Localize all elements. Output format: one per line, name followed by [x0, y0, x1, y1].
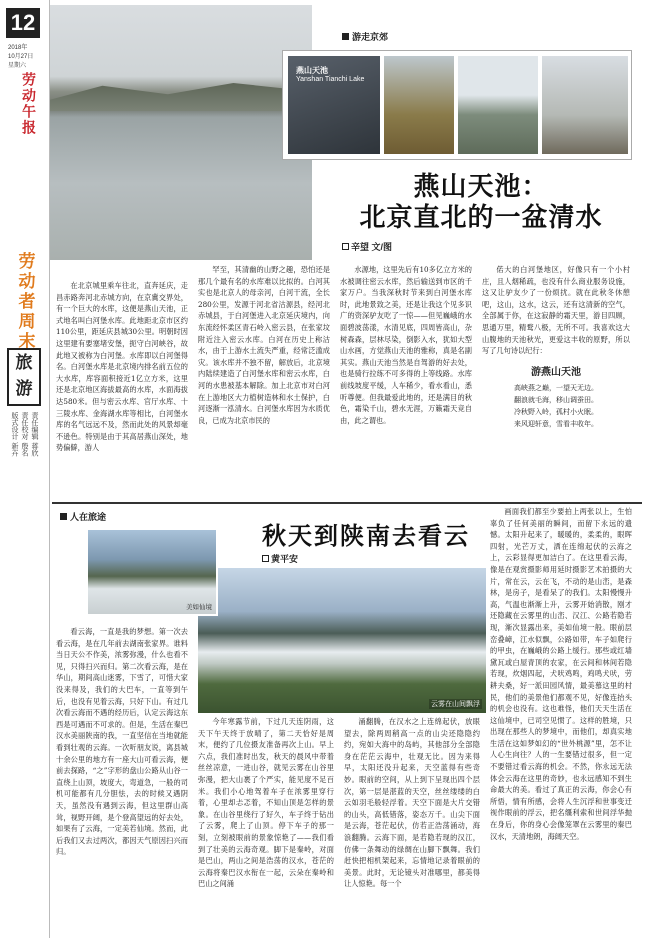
article2-kicker: 人在旅途: [60, 510, 106, 523]
poem-title: 游燕山天池: [531, 366, 581, 378]
article1-title: [322, 172, 640, 234]
section-divider: [52, 502, 642, 504]
photo-caption-small: 美如仙境: [186, 604, 212, 611]
staff-credit-editor: 责任编辑 蒋欣: [31, 412, 39, 457]
issue-weekday: 星期六: [8, 63, 27, 69]
section-name-weekend: 劳动者周末: [18, 252, 36, 351]
poem: [482, 382, 630, 430]
article1-column-2: 罕至，其清幽的山野之趣，恐怕还是那几个最有名的水库难以比拟的。白河其实也是北京人的母亲河，白河干流，全长280公里，发源于河北省沽源县，经河北赤城县，于白河堡进入北京延庆境内，向东流经怀柔区青石岭入密云县，在张家坟附近注入密云水库。白河在历史上称沽水，由于上游水土流失严重，经常泛滥成灾。该水库并不独不留，解放后，北京境内陆续建造了白河堡水库和密云水库，白河的水患被基本解除。加上北京市对白河在上游地区大力植树造林和水土保护，白河逐渐一泓清水。白河堡水库因为水质优良，已成为北京市民的: [198, 265, 330, 425]
issue-date: 10月27日: [8, 54, 34, 60]
sea-of-clouds-photo: [198, 568, 486, 713]
poem-line: 冷秋野入岭，孤村小火眠。: [514, 407, 598, 416]
poem-line: 高峡燕之巅，一望天无边。: [514, 383, 598, 392]
issue-year: 2018年: [8, 45, 28, 51]
photo-caption: 云雾在山间飘浮: [431, 701, 480, 708]
article1-column-1: 在北京城里乘车往北，直奔延庆，走昌赤路奔河北赤城方向，在京冀交界处，有一个巨大的水库，这便是燕山天池，正式地名叫白河堡水库。此地距北京市区约110公里，距延庆县城30公里。明朝时因这里建有要塞堵安堡，扼守白河峡谷，故此地又被称为白河堡。水库即以白河堡得名。白河堡水库是北京境内排名前五位的大水库，库容面积接近1亿立方米，这里还是北京地区海拔最高的水库，水面海拔达580米。但与密云水库、官厅水库、十三陵水库、金海湖水库等相比，白河堡水库的名气远远不及，然而此处的风景却毫不逊色。特别是由于其高居燕山深处，地势偏僻，游人: [56, 281, 188, 453]
article1-title-line1: 燕山天池：: [413, 172, 549, 202]
lake-photo: [50, 5, 312, 260]
article1-title-line2: 北京直北的一盆清水: [359, 203, 603, 233]
photo-strip: [282, 50, 632, 160]
section-name-travel: 旅游: [7, 348, 41, 406]
staff-credit-proofread: 责任校对 殷名: [21, 412, 29, 457]
section-strip: [0, 0, 50, 938]
article2-column-2: 今年寒露节前，下过几天连阴雨，这天下午天终于放晴了，第二天恰好是周末，便约了几位摄友准备再次上山。早上六点，我们准时出发，秋天的晨风中带着丝丝凉意，一进山谷，就见云雾在山谷里弥漫，把大山裹了个严实，能见度不足百米。我们小心地驾着车子在浓雾里穿行着，心里却忐忑着，不知山顶是怎样的景象。在山谷里绕行了好久，车子终于钻出了云雾，爬上了山顶。停下车子的那一刻，立刻被眼前的景象惊艳了——我们看到了壮美的云海奇观。脚下是秦岭，对面是巴山，两山之间是浩荡的汉水，苍茫的云海将秦巴汉水衔在一起，云朵在秦岭和巴山之间涌: [198, 717, 334, 889]
page-number: 12: [6, 8, 40, 38]
newspaper-masthead: 劳动午报: [20, 72, 36, 136]
staff-credit-design: 版式设计 新卉: [11, 412, 19, 457]
article1-byline: 辛望 文/图: [342, 240, 392, 253]
article2-title: 秋天到陕南去看云: [262, 522, 470, 550]
article2-column-3: 涌翻腾，在汉水之上连绵起伏，放眼望去，除两周稍高一点的山尖还隐隐约约，宛如大海中的岛屿，其他部分全部隐身在茫茫云海中，壮观无比。因为来得早，太阳还没升起来，天空蓝得有些奇妙。眼前的空间，从上到下呈现出四个层次，第一层是湛蓝的天空，丝丝缕缕的白云如羽毛般轻浮着。天空下面是大片交错的山头，高低错落，姿态万千。山尖下面是云海，苍茫起伏，仿若正浩荡涌动，海浪翻腾。云海下面，是若隐若现的汉江，仿佛一条舞动的绿绸在山脚下飘舞。我们赶快把相机架起来，忘情地记录着眼前的美景。此时，无论镜头对准哪里，都美得让人惊艳。每一个: [344, 717, 480, 889]
sign-text: Yanshan Tianchi Lake: [296, 76, 365, 83]
mountain-photo: [458, 56, 538, 154]
poem-line: 翻浪就毛海，移山调蚕田。: [514, 395, 598, 404]
autumn-tree-photo: [384, 56, 454, 154]
article1-kicker: 游走京郊: [342, 30, 388, 43]
article2-byline: 黄平安: [262, 552, 298, 565]
article1-column-4: 偌大的白河堡地区，好像只有一个小村庄，且人烟稀疏，也没有什么商业服务设施，这又让驴友少了一份烦扰。就在此秋冬休憩吧，这山，这水，这云，还有这清新的空气，全部属于你，在这寂静的霜天里，游目四顾，思通万里，精鹜八极，无所不可。我喜欢这大山腹地的天池秋光，更爱这丰收的原野，所以写了几句诗以纪行： 游燕山天池 高峡燕之巅，一望天无边。 翻浪就毛海，移山调蚕田。 冷秋野入岭，孤村小火眠。 来风迎轩意，雪看丰收年。: [482, 265, 630, 428]
poem-line: 来风迎轩意，雪看丰收年。: [514, 419, 598, 428]
sign-photo: [288, 56, 380, 154]
article2-column-1: 看云海，一直是我的梦想。第一次去看云海，是在几年前去湖南张家界。谁料当日天公不作美，浓雾弥漫，什么也看不见，只得扫兴而归。第二次看云海，是在华山，期间高山迷雾，下雪了，可惜大家没来得及，我们的大巴车，一直等到午后，也没有见着云海，只好下山。有过几次看云海而不遇的经历后，认定云海这东西是可遇而不可求的。但是，生活在秦巴汉水美丽陕南的我，一直坚信在当地就能看到壮观的云海。一次听朋友说，离县城十余公里的地方有一座大山可看云海，便前去探路，“之”字形的盘山公路从山谷一直绕上山顶，坡度大，弯道急，一般的司机可能都有几分胆怯，去的时候又遇阴天，虽然没有遇到云海，但这里群山高耸，视野开阔，是个登高望远的好去处，如果有了云海，一定美若仙境。然而，此后我们又去过两次，都因天气原因扫兴而归。: [56, 627, 188, 857]
article2-column-4: 画面我们都至少要拍上两张以上，生怕辜负了任何美丽的瞬间，而留下永远的遗憾。太阳升起来了，暖暖的，柔柔的，眼晖四射，光芒万丈，洒在连绵起伏的云海之上，云彩显得更加洁白了。在这里看云海，像是在观赏摄影师用延时摄影艺术拍摄的大片，常在云，云在飞，不动的是山峦，是森林，是房子，是看呆了的我们。太阳慢慢升高，气温也渐渐上升，云雾开始消散，刚才还隐藏在云雾里的山峦、汉江、公路若隐若现，渐次显露出来，美如仙境一般。眼前层峦叠嶂，江水似飘，公路如带，车子如爬行的甲虫，在巍峨的公路上缓行。那些或红墙黛瓦或白屋青顶的农家，在云间和林间若隐若现，炊烟四起，犬吠鸡鸣，鸡鸣犬吠，劳耕夫桑，好一派田园风情，最美慕这里的村民，他们的美景他们都观不见，好像连抬头的机会也没有。这也难怪，他们天天生活在这仙境中，已司空见惯了。这样的胜境，只出现在那些人的梦境中，而他们，却真实地生活在这如梦如幻的“世外桃源”里，怎不让人心生向往？人的一生要错过很多，但一定不要错过看云海的机会。不然，你永远无法体会云海在这里的奇妙，也永远感知不到生命最大的美。看过了真正的云海，你会心有所悟，情有所感，会将人生沉浮和世事变迁视作眼前的浮云，把名缰利索和世间浮华抛在身后，你的身心会像笼罩在云雾里的秦巴汉水，天清地朗，海阔天空。: [490, 507, 632, 841]
branches-photo: [542, 56, 628, 154]
sign-title: 燕山天池: [296, 66, 328, 75]
article1-column-3: 水源地，这里先后有10多亿立方米的水被调往密云水库，然后输送到市区的千家万户。当我深秋时节来到白河堡水库时，此地景致之美，还是让我这个见多识广的资深驴友吃了一惊——但见巍峨的水面碧波荡漾，水清见底，四周皆高山，杂树森森，层林尽染，倒影入水，犹如大型山水画，方觉燕山天池的雅称，真是名副其实。燕山天池当然是自驾游的好去处，也是骑行拉练不可多得的上等线路。水库前线坡度平缓，人车稀少，看水看山，悉听尊便。但我最爱此地的，还是满目的秋色，霜染千山，碧水无涯，万籁霜天竞自由，此之谓也。: [340, 265, 472, 425]
fairyland-photo: [86, 528, 218, 616]
